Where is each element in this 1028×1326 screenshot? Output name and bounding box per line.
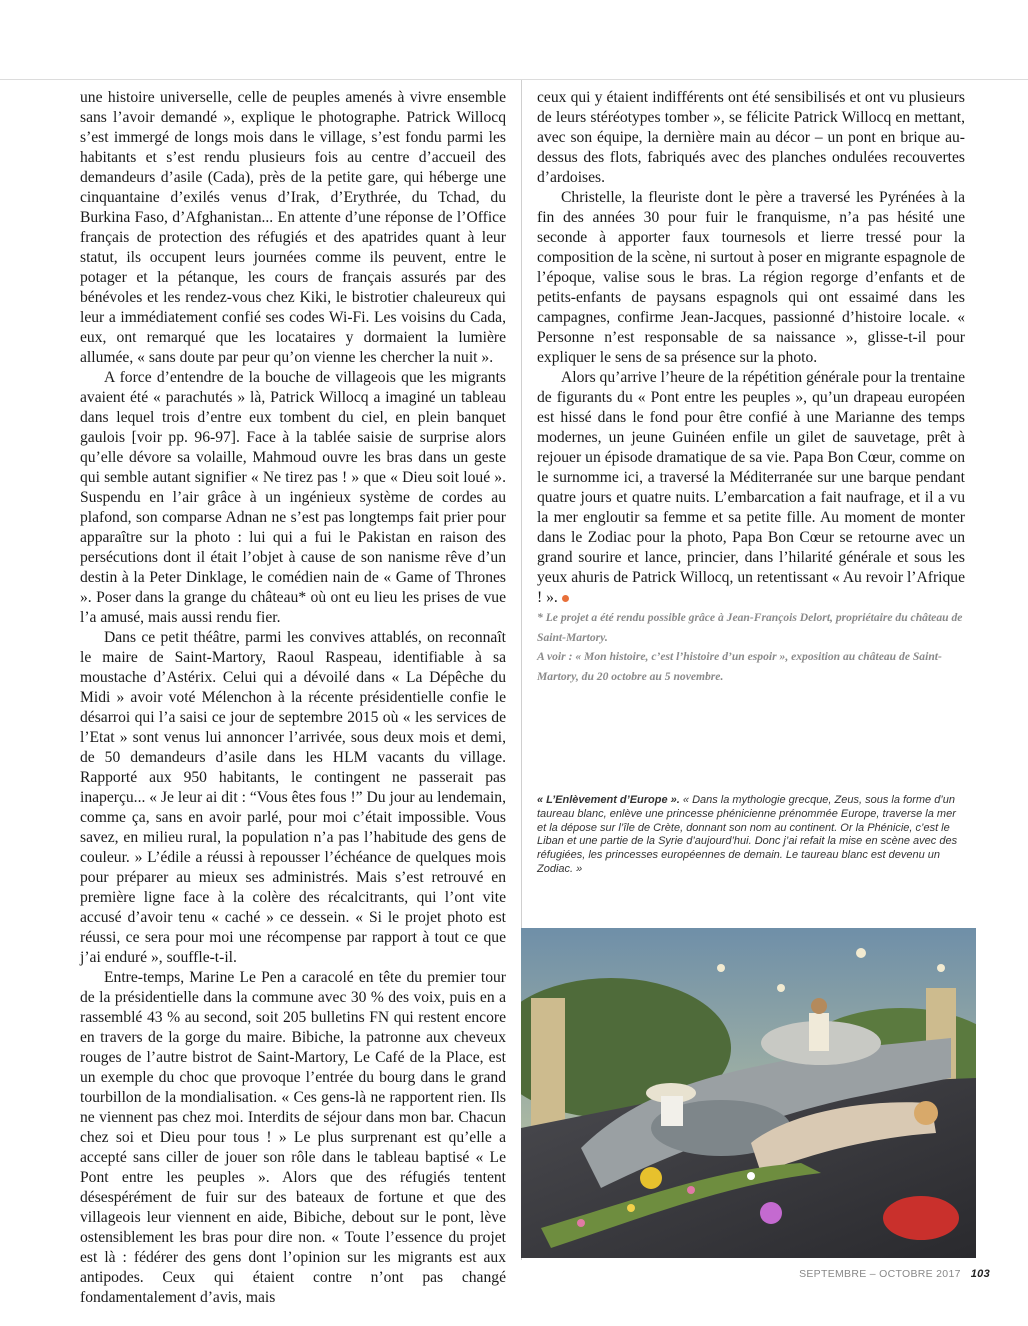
- right-paragraph-3-wrap: [537, 368, 965, 608]
- left-paragraph-2: A force d’entendre de la bouche de villageois que les migrants avaient été « parachutés » là, Patrick Willocq a imaginé un tableau dans lequel trois d’entre eux tombent du ciel, en plein banquet gaulois [voir pp. 96-97]. Face à la tablée saisie de surprise alors qu’elle dévore sa volaille, Mahmoud ouvre les bras dans un geste qui semble autant signifier « Ne tirez pas ! » que « Dieu soit loué ». Suspendu en l’air grâce à un ingénieux système de cordes au plafond, son comparse Adnan ne s’est pas longtemps fait prier pour apparaître sur la photo : lui qui a fui le Pakistan en raison des persécutions dont il était l’objet à cause de son nanisme rêve d’un destin à la Peter Dinklage, le comédien nain de « Game of Thrones ». Poser dans la grange du château* où ont eu lieu les prises de vue l’a amusé, mais aussi rendu fier.: [80, 369, 506, 626]
- left-paragraph-3: Dans ce petit théâtre, parmi les convives attablés, on reconnaît le maire de Saint-Martory, Raoul Raspeau, identifiable à sa moustache d’Astérix. Celui qui a dévoilé dans « La Dépêche du Midi » avoir voté Mélenchon à la récente présidentielle confie le désarroi qui l’a saisi ce jour de septembre 2015 où « les services de l’Etat » sont venus lui annoncer l’arrivée, sous deux mois et demi, de 50 demandeurs d’asile dans les HLM vacants du village. Rapporté aux 950 habitants, le contingent ne passerait pas inaperçu... « Je leur ai dit : “Vous êtes fous !” Du jour au lendemain, comme ça, sans en avoir parlé, pour moi c’était impossible. Vous savez, en milieu rural, la population n’a pas l’habitude des gens de couleur. » L’édile a réussi à repousser l’échéance de quelques mois pour préparer au mieux ses administrés. Mais s’est retrouvé en première ligne face à la colère des récalcitrants, qui l’ont vite accusé d’avoir tenu « caché » ce dessein. « Si le projet photo est réussi, ce sera pour moi une récompense par rapport à tout ce que j’ai enduré », souffle-t-il.: [80, 629, 506, 966]
- footnotes: [537, 608, 967, 686]
- footnote-credit: * Le projet a été rendu possible grâce à Jean-François Delort, propriétaire du château de Saint-Martory.: [537, 611, 963, 644]
- top-rule: [0, 79, 1028, 80]
- footnote-exhibition: A voir : « Mon histoire, c’est l’histoire d’un espoir », exposition au château de Saint-Martory, du 20 octobre au 5 novembre.: [537, 650, 942, 683]
- left-paragraph-1: une histoire universelle, celle de peuples amenés à vivre ensemble sans l’avoir demandé », explique le photographe. Patrick Willocq s’est immergé de longs mois dans le village, s’est fondu parmi les habitants et s’est rendu plusieurs fois au centre d’accueil des demandeurs d’asile (Cada), près de la petite gare, qui héberge une cinquantaine d’exilés venus d’Irak, d’Erythrée, du Tchad, du Burkina Faso, d’Afghanistan... En attente d’une réponse de l’Office français de protection des réfugiés et des apatrides quant à leur statut, ils occupent leurs journées comme ils peuvent, entre le potager et la pétanque, les cours de français assurés par des bénévoles et les rendez-vous chez Kiki, le bistrotier chaleureux qui leur a immédiatement confié ses codes Wi-Fi. Les voisins du Cada, eux, ont remarqué que les locataires y dormaient la lumière allumée, « sans doute par peur qu’on vienne les chercher la nuit ».: [80, 89, 506, 366]
- right-paragraph-1: ceux qui y étaient indifférents ont été sensibilisés et ont vu plusieurs de leurs stéréotypes tomber », se félicite Patrick Willocq en mettant, avec son équipe, la dernière main au décor – un pont en brique au-dessus des flots, fabriqués avec des planches ondulées recouvertes d’ardoises.: [537, 89, 965, 186]
- photo-caption: [537, 794, 965, 877]
- issue-date: SEPTEMBRE – OCTOBRE 2017: [799, 1268, 961, 1280]
- photo-illustration: [521, 928, 976, 1258]
- caption-title: « L’Enlèvement d’Europe ».: [537, 794, 680, 806]
- left-paragraph-4: Entre-temps, Marine Le Pen a caracolé en tête du premier tour de la présidentielle dans la commune avec 30 % des voix, puis en a rassemblé 43 % au second, soit 205 bulletins FN qui restent encore en travers de la gorge du maire. Bibiche, la patronne aux cheveux rouges de l’autre bistrot de Saint-Martory, Le Café de la Place, est un exemple du choc que provoque l’entrée du bourg dans le grand tourbillon de la mondialisation. « Ces gens-là ne rapportent rien. Ils ne viennent pas chez moi. Interdits de séjour dans mon bar. Chacun chez soi et Dieu pour tous ! » Le plus surprenant est qu’elle a accepté sans ciller de jouer son rôle dans le tableau baptisé « Le Pont entre les peuples ». Alors que des réfugiés tentent désespérément de fuir sur des bateaux de fortune et que des villageois leur viennent en aide, Bibiche, debout sur le pont, lève ostensiblement les bras pour dire non. « Toute l’essence du projet est là : fédérer des gens dont l’opinion sur les migrants est aux antipodes. Ceux qui étaient contre n’ont pas changé fondamentalement d’avis, mais: [80, 969, 506, 1306]
- page-number: 103: [970, 1268, 990, 1280]
- end-mark-dot: [562, 595, 569, 602]
- right-paragraph-3: Alors qu’arrive l’heure de la répétition générale pour la trentaine de figurants du « Pont entre les peuples », qu’un drapeau européen est hissé dans le fond pour être confié à une Marianne des temps modernes, un jeune Guinéen enfile un gilet de sauvetage, prêt à rejouer un épisode dramatique de sa vie. Papa Bon Cœur, comme on le surnomme ici, a traversé la Méditerranée sur une barque pendant quatre jours et quatre nuits. L’embarcation a fait naufrage, et il a vu la mer engloutir sa femme et sa petite fille. Au moment de monter dans le Zodiac pour la photo, Papa Bon Cœur se retourne avec un grand sourire et lance, princier, dans l’hilarité générale et sous les yeux ahuris de Patrick Willocq, un retentissant « Au revoir l’Afrique ! ».: [537, 369, 965, 606]
- right-paragraph-2: Christelle, la fleuriste dont le père a traversé les Pyrénées à la fin des années 30 pour fuir le franquisme, n’a pas hésité une seconde à apporter faux tournesols et lierre tressé pour la composition de la scène, ni surtout à poser en migrante espagnole de l’époque, valise sous le bras. La région regorge d’enfants et de petits-enfants de paysans espagnols qui ont essaimé dans les campagnes, confirme Jean-Jacques, passionné d’histoire locale. « Personne n’est responsable de sa naissance », glisse-t-il pour expliquer le sens de sa présence sur la photo.: [537, 189, 965, 366]
- caption-text: « Dans la mythologie grecque, Zeus, sous la forme d’un taureau blanc, enlève une princesse phénicienne prénommée Europe, traverse la mer et la dépose sur l’île de Crète, donnant son nom au continent. Or la Phénicie, c’est le Liban et une partie de la Syrie d’aujourd’hui. Donc j’ai refait la mise en scène avec des réfugiées, les princesses européennes de demain. Le taureau blanc est devenu un Zodiac. »: [537, 794, 958, 875]
- photo-staged-scene: [521, 928, 976, 1258]
- page-footer: [799, 1268, 990, 1280]
- left-column: [80, 88, 506, 1308]
- right-column: [537, 88, 965, 608]
